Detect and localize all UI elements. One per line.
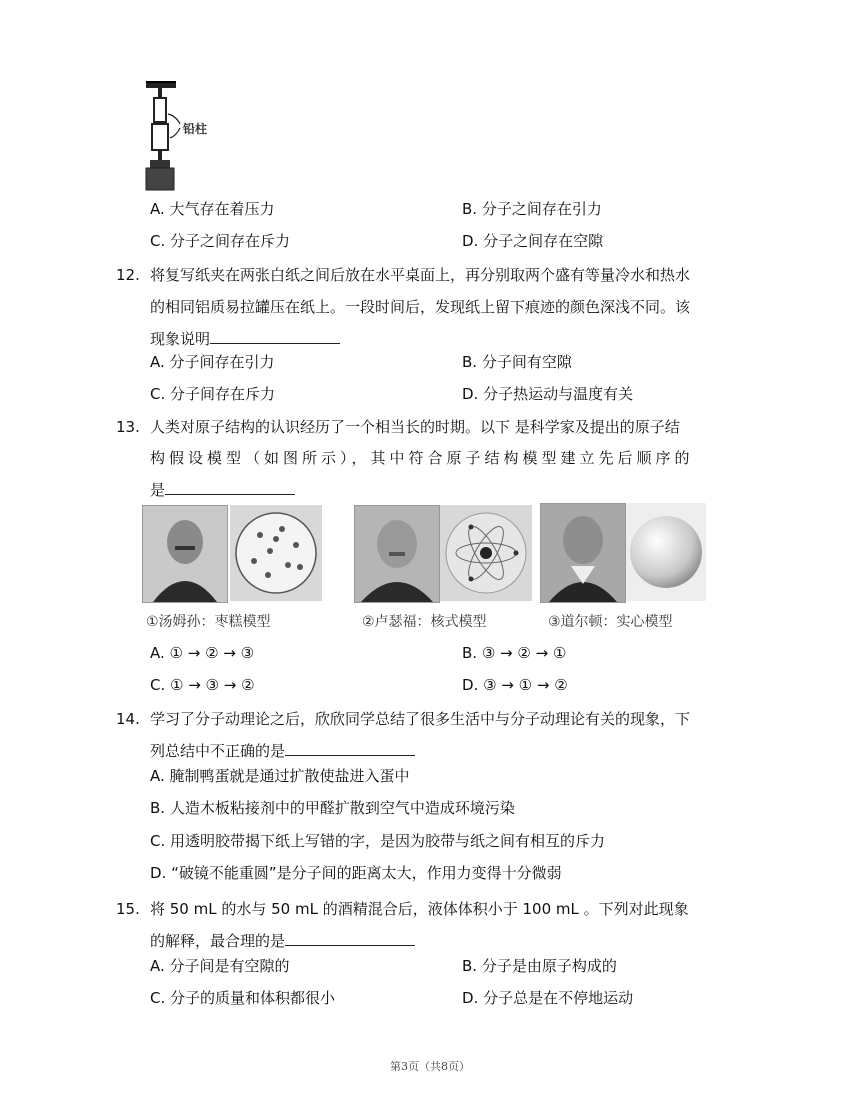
q11-option-d: D. 分子之间存在空隙: [462, 232, 604, 250]
plum-pudding-model: [230, 505, 322, 601]
q11-option-b: B. 分子之间存在引力: [462, 200, 602, 218]
figure-label-lead: 铅柱: [183, 122, 208, 136]
q13-option-d: D. ③ → ① → ②: [462, 676, 568, 694]
q12-option-d: D. 分子热运动与温度有关: [462, 385, 634, 403]
page-footer: 第3页（共8页）: [390, 1060, 470, 1073]
q13-option-a: A. ① → ② → ③: [150, 644, 255, 662]
answer-blank: [285, 929, 415, 946]
q13-number: 13.: [116, 418, 140, 436]
q14-line2: 列总结中不正确的是: [150, 739, 415, 762]
caption-thomson: ①汤姆孙：枣糕模型: [146, 614, 271, 630]
q15-option-a: A. 分子间是有空隙的: [150, 957, 290, 975]
q13-option-b: B. ③ → ② → ①: [462, 644, 567, 662]
q15-option-b: B. 分子是由原子构成的: [462, 957, 617, 975]
rutherford-portrait: [354, 505, 440, 603]
q15-number: 15.: [116, 900, 140, 918]
q14-option-a: A. 腌制鸭蛋就是通过扩散使盐进入蛋中: [150, 767, 410, 785]
q15-option-d: D. 分子总是在不停地运动: [462, 989, 634, 1007]
q15-line2: 的解释，最合理的是: [150, 929, 415, 952]
q15-option-c: C. 分子的质量和体积都很小: [150, 989, 336, 1007]
solid-sphere-model: [626, 503, 706, 601]
q12-line2: 的相同铝质易拉罐压在纸上。一段时间后，发现纸上留下痕迹的颜色深浅不同。该: [150, 298, 691, 316]
q12-option-b: B. 分子间有空隙: [462, 353, 572, 371]
caption-rutherford: ②卢瑟福：核式模型: [362, 614, 487, 630]
q14-line1: 学习了分子动理论之后，欣欣同学总结了很多生活中与分子动理论有关的现象，下: [150, 710, 691, 728]
answer-blank: [285, 739, 415, 756]
answer-blank: [210, 327, 340, 344]
q12-option-c: C. 分子间存在斥力: [150, 385, 276, 403]
q12-line1: 将复写纸夹在两张白纸之间后放在水平桌面上，再分别取两个盛有等量冷水和热水: [150, 266, 691, 284]
answer-blank: [165, 478, 295, 495]
q11-option-c: C. 分子之间存在斥力: [150, 232, 291, 250]
q13-line1: 人类对原子结构的认识经历了一个相当长的时期。以下 是科学家及提出的原子结: [150, 418, 680, 436]
atomic-models-figure: [140, 503, 710, 633]
q11-option-a: A. 大气存在着压力: [150, 200, 275, 218]
nuclear-model: [440, 505, 532, 601]
q13-line2: 构假设模型（如图所示），其中符合原子结构模型建立先后顺序的: [150, 449, 694, 467]
q14-number: 14.: [116, 710, 140, 728]
q12-number: 12.: [116, 266, 140, 284]
q13-option-c: C. ① → ③ → ②: [150, 676, 255, 694]
q12-option-a: A. 分子间存在引力: [150, 353, 275, 371]
q13-line3: 是: [150, 478, 295, 501]
q15-line1: 将 50 mL 的水与 50 mL 的酒精混合后，液体体积小于 100 mL 。下列对此现象: [150, 900, 689, 918]
q14-option-c: C. 用透明胶带揭下纸上写错的字，是因为胶带与纸之间有相互的斥力: [150, 832, 606, 850]
q12-line3: 现象说明: [150, 327, 340, 350]
caption-dalton: ③道尔顿：实心模型: [548, 614, 673, 630]
q14-option-b: B. 人造木板粘接剂中的甲醛扩散到空气中造成环境污染: [150, 799, 515, 817]
thomson-portrait: [142, 505, 228, 603]
q14-option-d: D. “破镜不能重圆”是分子间的距离太大，作用力变得十分微弱: [150, 864, 562, 882]
dalton-portrait: [540, 503, 626, 603]
